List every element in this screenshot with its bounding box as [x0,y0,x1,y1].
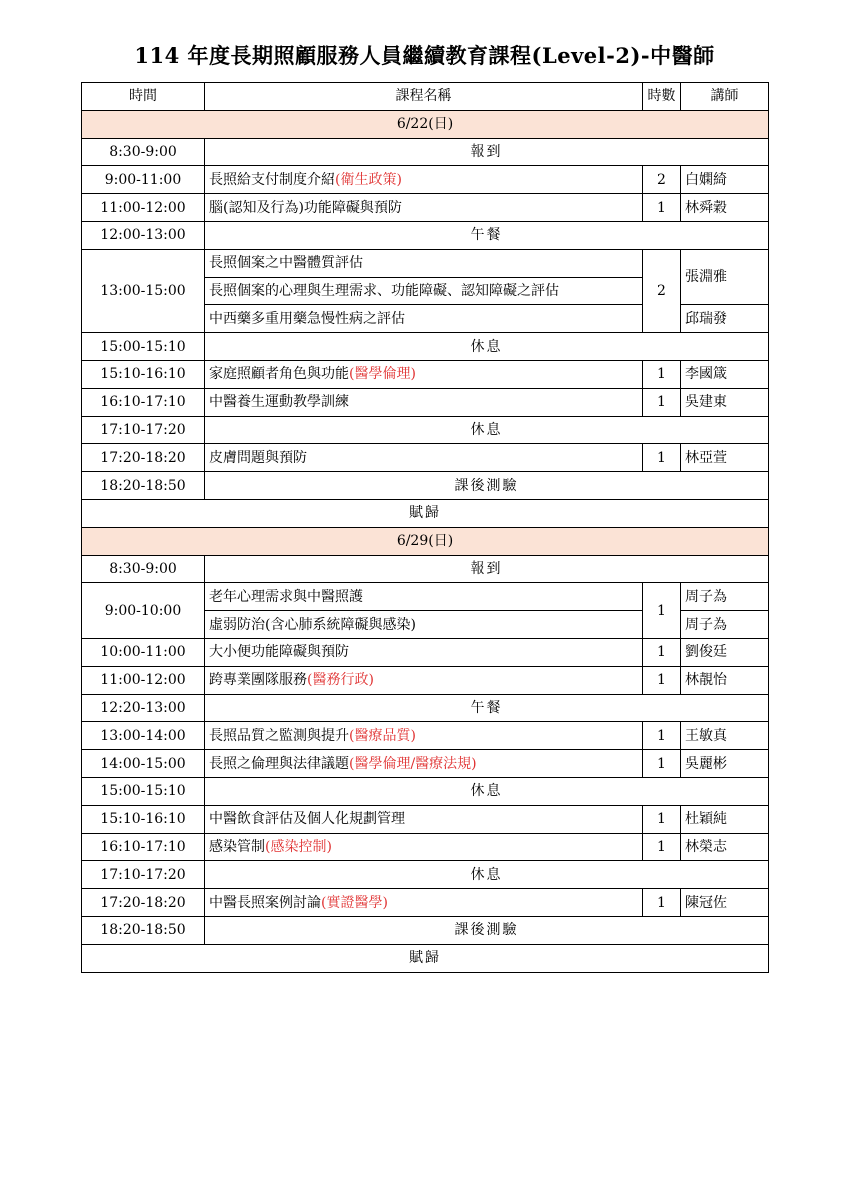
page-title: 114 年度長期照顧服務人員繼續教育課程(Level-2)-中醫師 [134,43,715,68]
teacher-cell: 李國箴 [681,360,769,388]
time-cell: 17:10-17:20 [82,416,205,444]
activity-cell: 休息 [205,861,769,889]
activity-cell: 課後測驗 [205,472,769,500]
course-name: 跨專業團隊服務 [209,672,307,689]
table-row [82,388,769,416]
course-name: 感染管制 [209,838,265,855]
activity-cell: 午餐 [205,221,769,249]
course-category-tag: (醫學倫理/醫療法規) [349,755,477,772]
teacher-cell: 林靚怡 [681,666,769,694]
time-cell: 17:10-17:20 [82,861,205,889]
teacher-cell: 白嫻綺 [681,166,769,194]
course-name: 中醫飲食評估及個人化規劃管理 [209,811,405,828]
header-time: 時間 [82,83,205,111]
course-cell: 中西藥多重用藥急慢性病之評估 [205,305,643,333]
table-row [82,444,769,472]
table-row [82,333,769,361]
time-cell: 11:00-12:00 [82,666,205,694]
time-cell: 16:10-17:10 [82,388,205,416]
table-row [82,889,769,917]
table-row [82,221,769,249]
activity-cell: 課後測驗 [205,916,769,944]
activity-cell: 休息 [205,777,769,805]
hours-cell: 2 [643,166,681,194]
course-name: 腦(認知及行為)功能障礙與預防 [209,199,402,216]
table-row [82,694,769,722]
course-cell [205,638,643,666]
course-name: 長照給支付制度介紹 [209,171,335,188]
course-cell [205,388,643,416]
course-cell [205,166,643,194]
time-cell: 9:00-11:00 [82,166,205,194]
table-row [82,861,769,889]
date-label: 6/22(日) [82,110,769,138]
course-name: 長照品質之監測與提升 [209,727,349,744]
table-row [82,916,769,944]
hours-cell: 1 [643,638,681,666]
course-cell [205,360,643,388]
hours-cell: 1 [643,583,681,639]
course-cell: 長照個案的心理與生理需求、功能障礙、認知障礙之評估 [205,277,643,305]
table-row [82,944,769,972]
course-name: 中醫養生運動教學訓練 [209,394,349,411]
teacher-cell: 林榮志 [681,833,769,861]
time-cell: 10:00-11:00 [82,638,205,666]
date-label: 6/29(日) [82,527,769,555]
date-row [82,527,769,555]
table-row [82,138,769,166]
teacher-cell: 周子為 [681,583,769,611]
activity-cell: 報到 [205,555,769,583]
course-category-tag: (醫學倫理) [349,366,416,383]
course-cell [205,805,643,833]
hours-cell: 1 [643,194,681,222]
table-row [82,249,769,277]
table-row [82,638,769,666]
time-cell: 15:00-15:10 [82,777,205,805]
date-row [82,110,769,138]
course-name: 家庭照顧者角色與功能 [209,366,349,383]
teacher-cell: 劉俊廷 [681,638,769,666]
course-name: 皮膚問題與預防 [209,449,307,466]
course-cell [205,833,643,861]
course-cell: 虛弱防治(含心肺系統障礙與感染) [205,611,643,639]
schedule-table [81,82,769,973]
activity-cell: 休息 [205,416,769,444]
course-cell: 老年心理需求與中醫照護 [205,583,643,611]
course-cell [205,444,643,472]
activity-cell: 休息 [205,333,769,361]
course-name: 中醫長照案例討論 [209,894,321,911]
teacher-cell: 邱瑞發 [681,305,769,333]
time-cell: 8:30-9:00 [82,138,205,166]
teacher-cell: 張淵雅 [681,249,769,305]
hours-cell: 1 [643,805,681,833]
teacher-cell: 吳建東 [681,388,769,416]
course-name: 長照之倫理與法律議題 [209,755,349,772]
time-cell: 11:00-12:00 [82,194,205,222]
time-cell: 13:00-14:00 [82,722,205,750]
table-row [82,833,769,861]
header-row [82,83,769,111]
course-cell [205,194,643,222]
table-row [82,416,769,444]
course-category-tag: (醫療品質) [349,727,416,744]
teacher-cell: 杜穎純 [681,805,769,833]
time-cell: 18:20-18:50 [82,916,205,944]
table-row [82,472,769,500]
teacher-cell: 陳冠佐 [681,889,769,917]
header-teacher: 講師 [681,83,769,111]
table-row [82,666,769,694]
hours-cell: 1 [643,444,681,472]
teacher-cell: 林舜穀 [681,194,769,222]
activity-cell: 午餐 [205,694,769,722]
course-cell [205,722,643,750]
hours-cell: 1 [643,889,681,917]
table-row [82,722,769,750]
table-row [82,777,769,805]
time-cell: 18:20-18:50 [82,472,205,500]
table-row [82,750,769,778]
course-category-tag: (醫務行政) [307,672,374,689]
table-row [82,360,769,388]
course-cell [205,666,643,694]
course-cell [205,750,643,778]
header-course: 課程名稱 [205,83,643,111]
time-cell: 17:20-18:20 [82,444,205,472]
table-row [82,499,769,527]
time-cell: 15:10-16:10 [82,360,205,388]
time-cell: 14:00-15:00 [82,750,205,778]
table-row [82,555,769,583]
hours-cell: 2 [643,249,681,332]
header-hours: 時數 [643,83,681,111]
teacher-cell: 周子為 [681,611,769,639]
time-cell: 9:00-10:00 [82,583,205,639]
course-category-tag: (實證醫學) [321,894,388,911]
teacher-cell: 吳麗彬 [681,750,769,778]
hours-cell: 1 [643,833,681,861]
course-category-tag: (衛生政策) [335,171,402,188]
table-row [82,194,769,222]
hours-cell: 1 [643,666,681,694]
end-cell: 賦歸 [82,499,769,527]
table-row [82,166,769,194]
hours-cell: 1 [643,750,681,778]
time-cell: 16:10-17:10 [82,833,205,861]
activity-cell: 報到 [205,138,769,166]
time-cell: 17:20-18:20 [82,889,205,917]
hours-cell: 1 [643,360,681,388]
time-cell: 12:00-13:00 [82,221,205,249]
course-category-tag: (感染控制) [265,838,332,855]
hours-cell: 1 [643,388,681,416]
teacher-cell: 林亞萱 [681,444,769,472]
end-cell: 賦歸 [82,944,769,972]
time-cell: 15:10-16:10 [82,805,205,833]
table-row [82,805,769,833]
course-cell [205,889,643,917]
time-cell: 15:00-15:10 [82,333,205,361]
teacher-cell: 王敏真 [681,722,769,750]
table-row [82,583,769,611]
time-cell: 13:00-15:00 [82,249,205,332]
course-cell: 長照個案之中醫體質評估 [205,249,643,277]
time-cell: 8:30-9:00 [82,555,205,583]
hours-cell: 1 [643,722,681,750]
time-cell: 12:20-13:00 [82,694,205,722]
course-name: 大小便功能障礙與預防 [209,644,349,661]
